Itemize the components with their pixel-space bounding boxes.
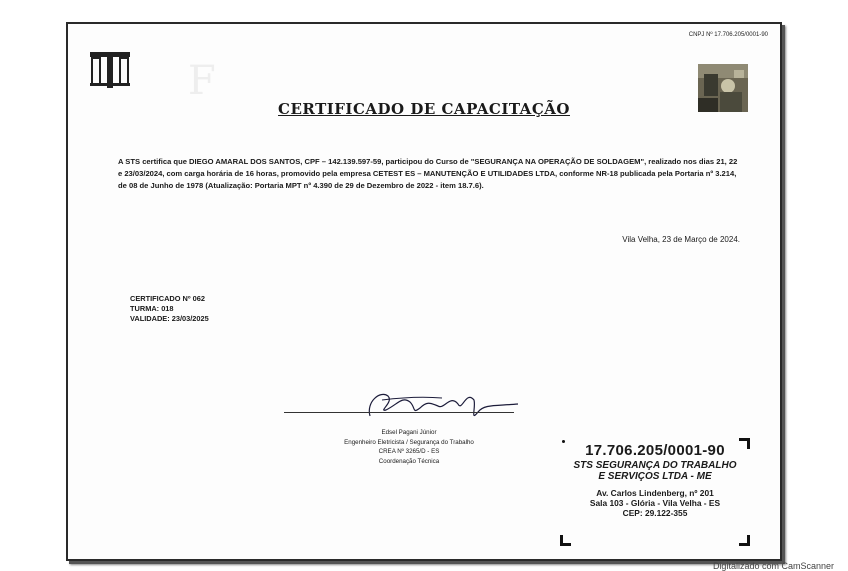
stamp-dot xyxy=(562,440,565,443)
stamp-address1: Av. Carlos Lindenberg, nº 201 xyxy=(596,488,714,498)
stamp-company-line2: E SERVIÇOS LTDA - ME xyxy=(598,471,712,482)
signer-role: Engenheiro Eletricista / Segurança do Trabalho xyxy=(344,438,474,446)
place-date: Vila Velha, 23 de Março de 2024. xyxy=(622,235,740,244)
signature-line xyxy=(284,412,514,413)
stamp-corner-bottom-left xyxy=(560,535,571,546)
stamp-cep: CEP: 29.122-355 xyxy=(622,508,688,518)
class-number: TURMA: 018 xyxy=(130,304,174,313)
stamp-corner-top-right xyxy=(739,438,750,449)
signer-block xyxy=(324,428,494,466)
certificate-body: A STS certifica que DIEGO AMARAL DOS SANTOS, CPF – 142.139.597-59, participou do Curso de "SEGURANÇA NA OPERAÇÃO DE SOLDAGEM", realizado nos dias 21, 22 e 23/03/2024, com carga horária de 16 horas, promovido pela empresa CETEST ES – MANUTENÇÃO E UTILIDADES LTDA, conforme NR-18 publicada pela Portaria nº 3.214, de 08 de Junho de 1978 (Atualização: Portaria MPT nº 4.390 de 29 de Dezembro de 2022 - item 18.7.6). xyxy=(118,157,738,190)
watermark-letter: F xyxy=(188,58,216,104)
scanner-watermark: Digitalizado com CamScanner xyxy=(712,561,834,571)
signer-crea: CREA Nº 3265/D - ES xyxy=(378,448,440,455)
validity-date: VALIDADE: 23/03/2025 xyxy=(130,314,209,323)
signer-dept: Coordenação Técnica xyxy=(378,457,440,465)
sts-logo xyxy=(88,50,132,90)
stamp-address2: Sala 103 - Glória - Vila Velha - ES xyxy=(589,498,721,508)
header-cnpj: CNPJ Nº 17.706.205/0001-90 xyxy=(688,32,768,38)
certificate-meta xyxy=(130,294,209,324)
handwritten-signature xyxy=(358,382,528,422)
certificate-number: CERTIFICADO Nº 062 xyxy=(130,294,205,303)
certificate-title: CERTIFICADO DE CAPACITAÇÃO xyxy=(278,100,570,118)
certificate-page xyxy=(66,22,782,561)
stamp-cnpj: 17.706.205/0001-90 xyxy=(585,442,725,459)
company-stamp xyxy=(560,436,750,546)
signer-name: Edsel Pagani Júnior xyxy=(381,429,437,436)
stamp-corner-bottom-right xyxy=(739,535,750,546)
stamp-company-line1: STS SEGURANÇA DO TRABALHO xyxy=(573,460,737,471)
